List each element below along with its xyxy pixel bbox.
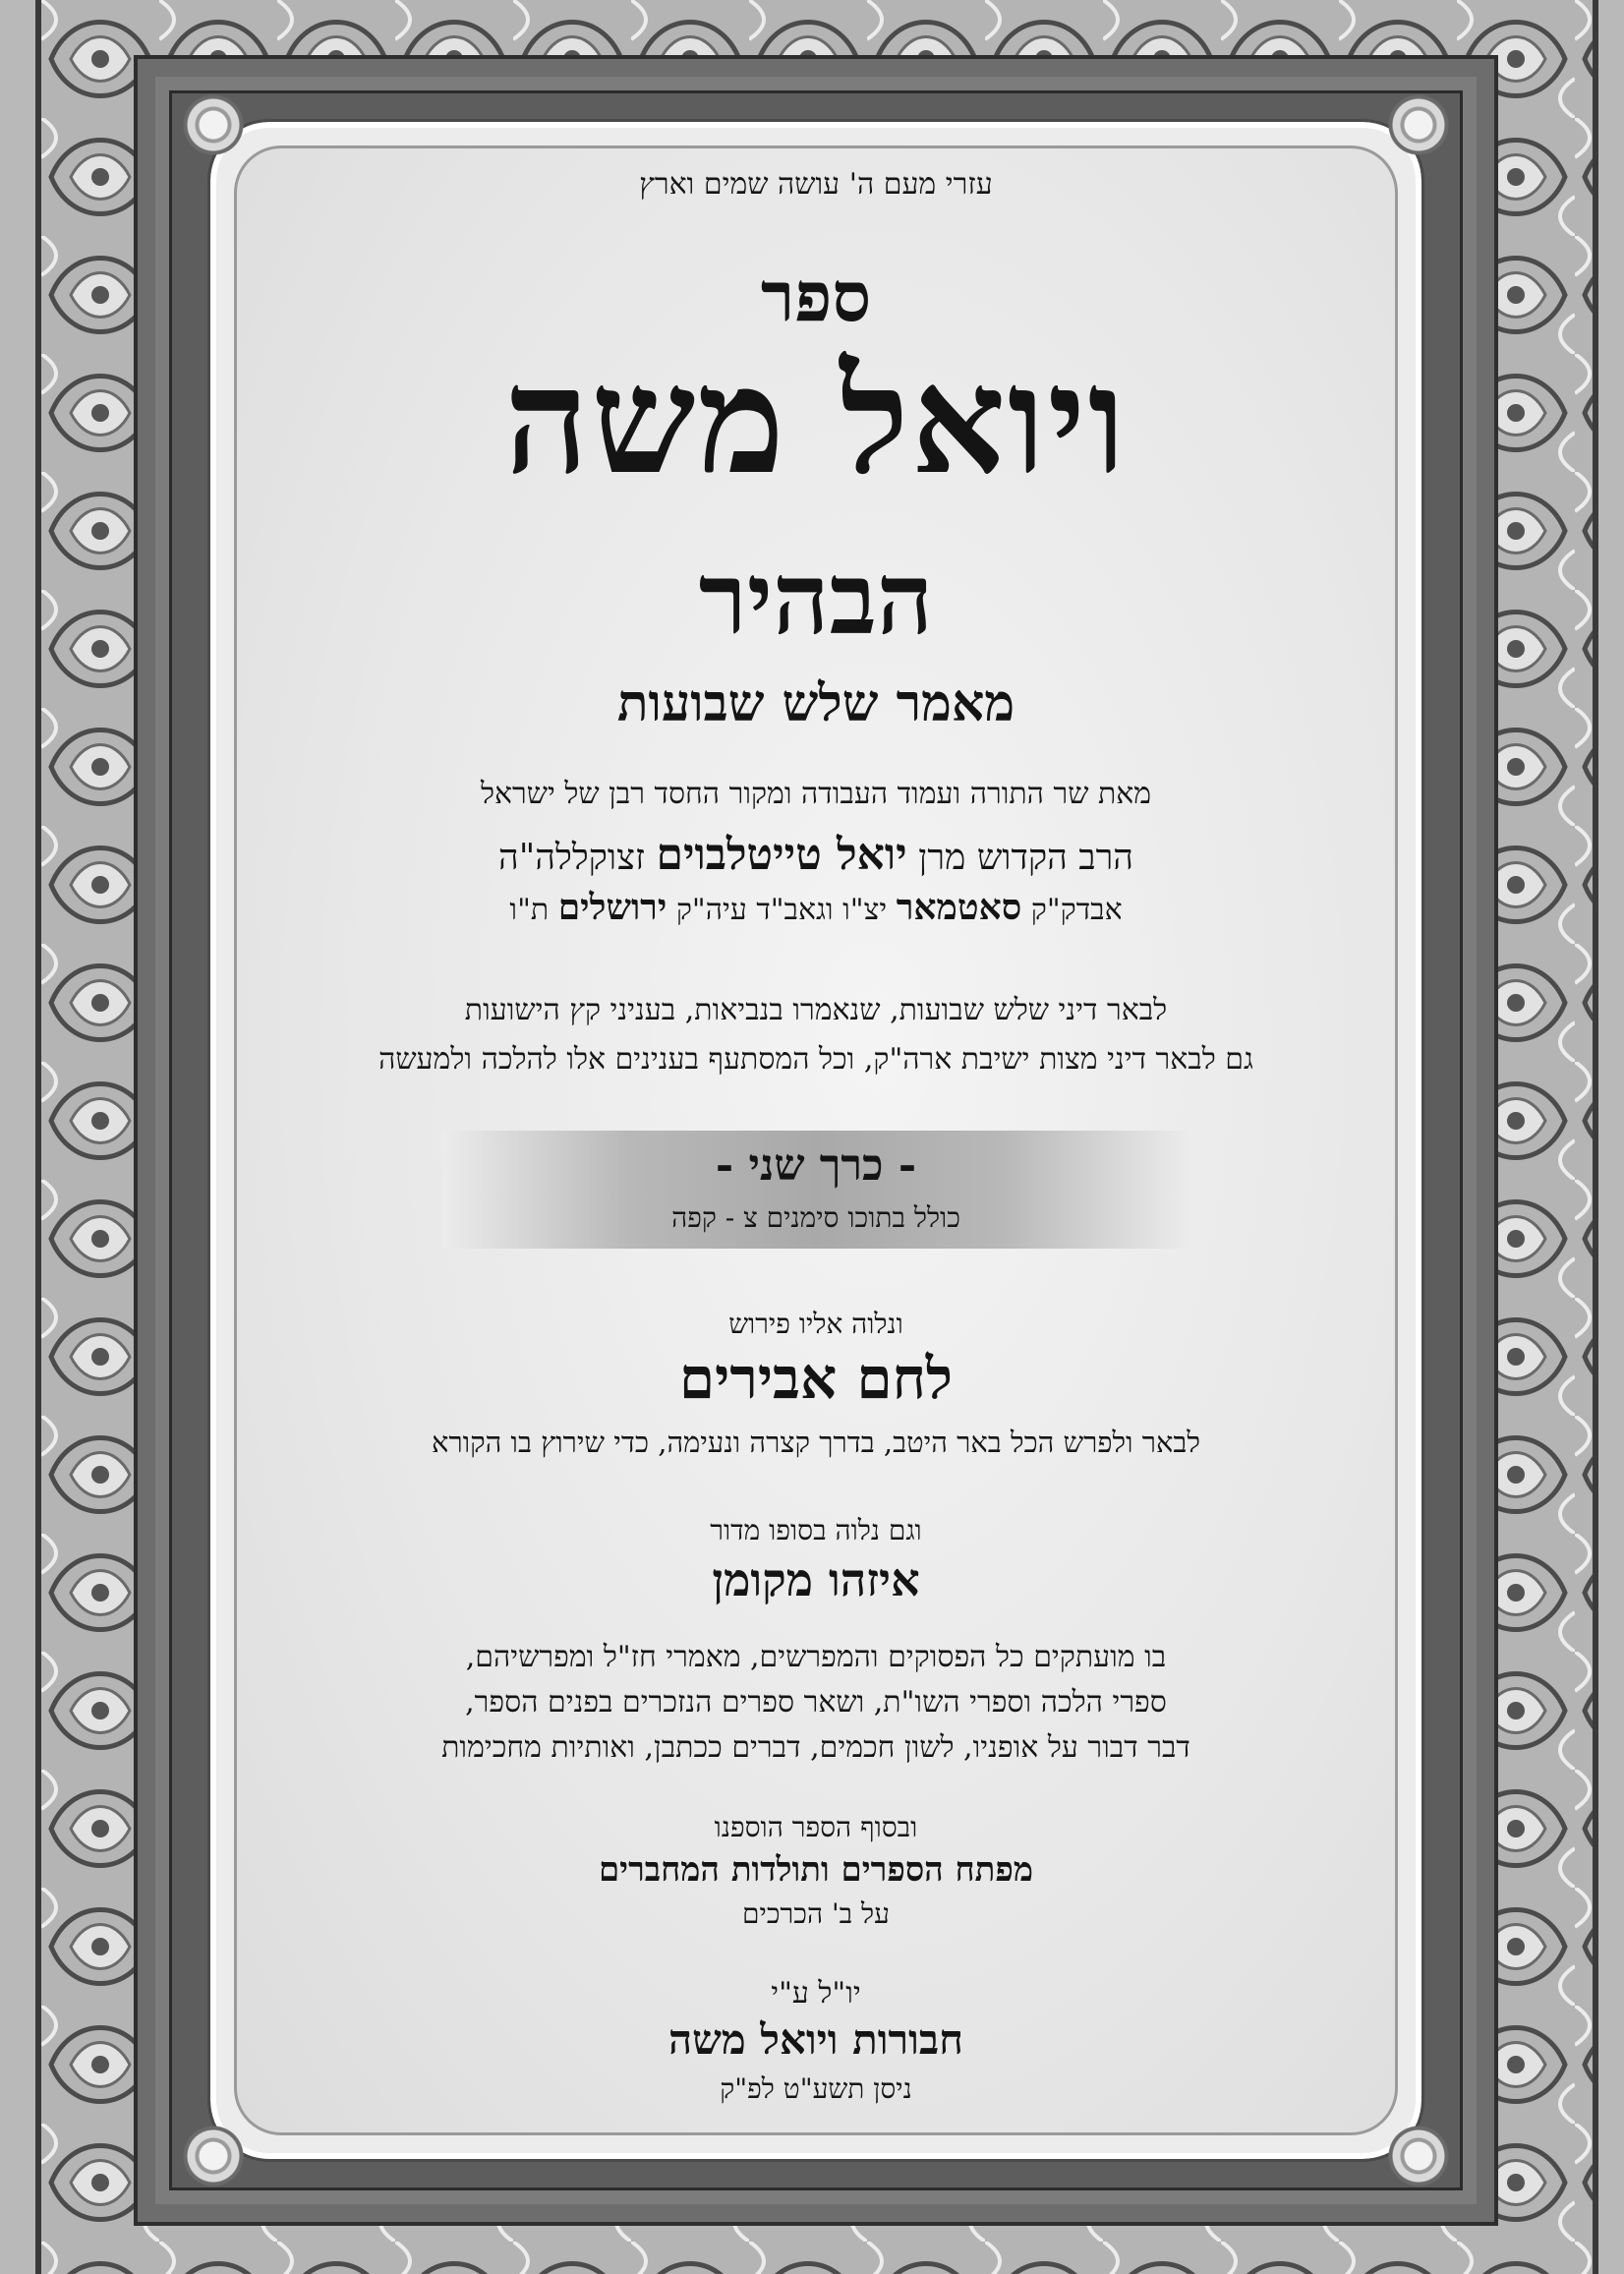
author-title-a: אבדק"ק (1030, 893, 1123, 927)
appendix-line-2: ספרי הלכה וספרי השו"ת, ושאר ספרים הנזכרים בפנים הספר, (465, 1685, 1167, 1720)
index-scope: על ב' הכרכים (742, 1897, 890, 1930)
book-subtitle: הבהיר (698, 541, 934, 657)
text-panel (210, 122, 1421, 2159)
description-line-2: גם לבאר דיני מצות ישיבת ארה"ק, וכל המסתעף בענינים אלו להלכה ולמעשה (378, 1042, 1253, 1077)
commentary-name: לחם אבירים (678, 1345, 954, 1412)
author-title-e: ת"ו (509, 893, 550, 927)
author-line-2 (216, 830, 1416, 880)
city-satmar: סאטמאר (896, 887, 1022, 928)
index-intro: ובסוף הספר הוספנו (714, 1811, 918, 1843)
author-line-1: מאת שר התורה ועמוד העבודה ומקור החסד רבן של ישראל (480, 777, 1152, 811)
book-title: ויואל משה (503, 334, 1129, 507)
volume-label: - כרך שני - (715, 1140, 917, 1191)
author-line-3 (216, 887, 1416, 928)
appendix-intro: וגם נלוה בסופו מדור (710, 1514, 922, 1546)
author-prefix: הרב הקדוש מרן (918, 838, 1133, 878)
commentary-intro: ונלוה אליו פירוש (728, 1308, 903, 1340)
commentary-description: לבאר ולפרש הכל באר היטב, בדרך קצרה ונעימה, כדי שירוץ בו הקורא (432, 1426, 1200, 1459)
appendix-line-1: בו מועתקים כל הפסוקים והמפרשים, מאמרי חז"ל ומפרשיהם, (465, 1640, 1167, 1674)
title-page-text (216, 128, 1416, 2153)
author-suffix: זצוקללה"ה (498, 838, 646, 878)
volume-range: כולל בתוכו סימנים צ - קפה (671, 1201, 960, 1234)
appendix-name: איזהו מקומן (712, 1553, 920, 1606)
description-line-1: לבאר דיני שלש שבועות, שנאמרו בנביאות, בעניני קץ הישועות (464, 993, 1168, 1027)
publisher-name: חבורות ויואל משה (668, 2015, 963, 2064)
publication-date: ניסן תשע"ט לפ"ק (720, 2072, 912, 2105)
author-name: יואל טייטלבוים (656, 830, 907, 880)
publisher-intro: יו"ל ע"י (771, 1976, 861, 2011)
sefer-label: ספר (760, 256, 872, 337)
maamar-title: מאמר שלש שבועות (616, 673, 1015, 733)
author-title-c: יצ"ו וגאב"ד עיה"ק (675, 893, 888, 927)
appendix-line-3: דבר דבור על אופניו, לשון חכמים, דברים ככתבן, ואותיות מחכימות (441, 1730, 1190, 1765)
city-jerusalem: ירושלים (557, 887, 667, 928)
index-name: מפתח הספרים ותולדות המחברים (598, 1850, 1034, 1890)
motto: עזרי מעם ה' עושה שמים וארץ (639, 167, 993, 202)
